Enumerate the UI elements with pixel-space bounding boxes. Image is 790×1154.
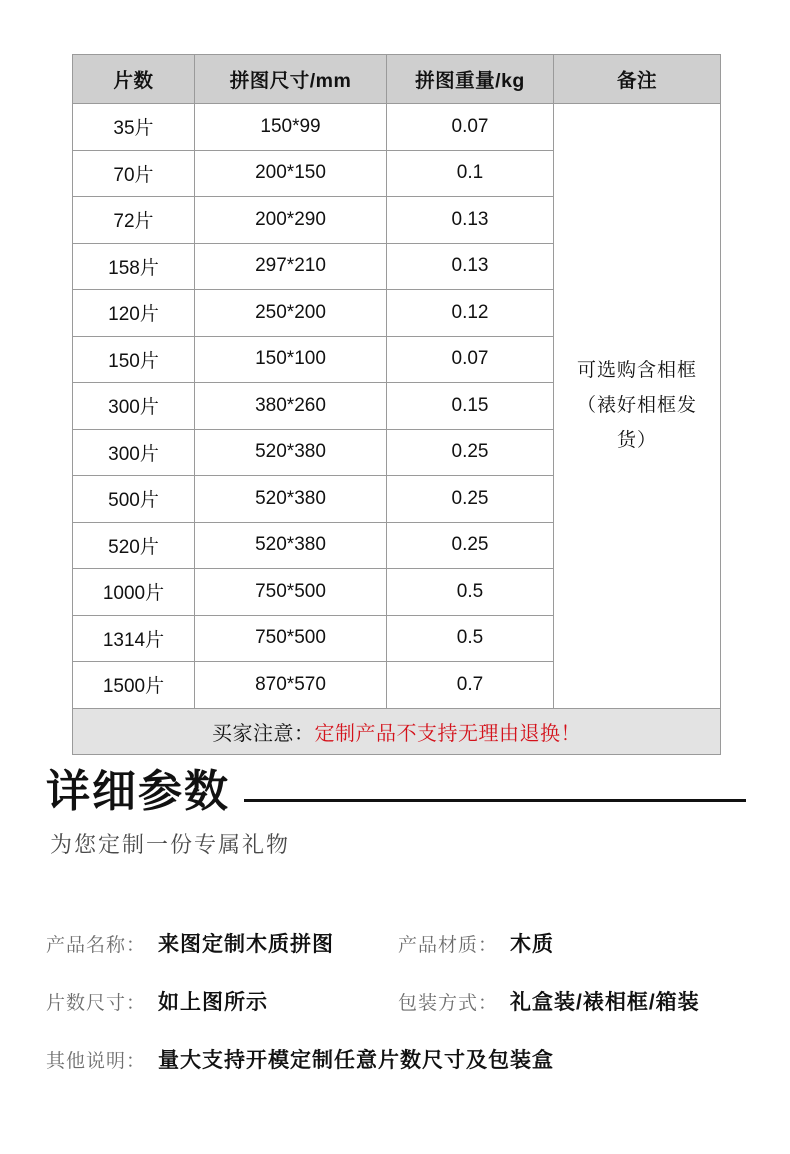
- cell-weight: 0.25: [387, 522, 554, 569]
- parameter-product-material: [398, 928, 554, 958]
- cell-size: 200*150: [195, 150, 387, 197]
- cell-weight: 0.13: [387, 197, 554, 244]
- parameter-label: 产品名称：: [46, 935, 147, 956]
- cell-pieces: 120片: [73, 290, 195, 337]
- section-subtitle: 为您定制一份专属礼物: [50, 832, 291, 857]
- cell-pieces: 1314片: [73, 615, 195, 662]
- cell-pieces: 158片: [73, 243, 195, 290]
- page-title: 详细参数: [46, 767, 230, 816]
- cell-weight: 0.07: [387, 104, 554, 151]
- cell-size: 520*380: [195, 429, 387, 476]
- cell-weight: 0.1: [387, 150, 554, 197]
- parameter-packaging: [398, 986, 700, 1016]
- spec-table-head: [73, 55, 721, 104]
- cell-pieces: 1500片: [73, 662, 195, 709]
- parameter-other-notes: [46, 1044, 554, 1074]
- warning-text: 定制产品不支持无理由退换！: [314, 722, 581, 745]
- cell-size: 750*500: [195, 569, 387, 616]
- parameter-label: 片数尺寸：: [46, 993, 147, 1014]
- cell-size: 150*100: [195, 336, 387, 383]
- parameter-value: 量大支持开模定制任意片数尺寸及包装盒: [158, 1049, 555, 1072]
- cell-size: 520*380: [195, 522, 387, 569]
- cell-pieces: 520片: [73, 522, 195, 569]
- parameter-value: 木质: [510, 933, 555, 956]
- parameters-list: [46, 928, 756, 1102]
- spec-table: [72, 54, 721, 755]
- cell-size: 250*200: [195, 290, 387, 337]
- parameter-product-name: [46, 928, 398, 958]
- cell-note: 可选购含相框（裱好相框发货）: [554, 104, 721, 709]
- cell-pieces: 300片: [73, 383, 195, 430]
- cell-pieces: 150片: [73, 336, 195, 383]
- header-size: 拼图尺寸/mm: [195, 55, 387, 104]
- section-title-row: [46, 767, 746, 816]
- parameter-label: 其他说明：: [46, 1051, 147, 1072]
- header-pieces: 片数: [73, 55, 195, 104]
- spec-table-wrapper: [72, 54, 720, 755]
- spec-table-body: [73, 104, 721, 755]
- cell-weight: 0.13: [387, 243, 554, 290]
- header-note: 备注: [554, 55, 721, 104]
- parameter-row: [46, 1044, 756, 1074]
- cell-weight: 0.5: [387, 615, 554, 662]
- cell-pieces: 300片: [73, 429, 195, 476]
- parameter-value: 礼盒装/裱相框/箱装: [510, 991, 700, 1014]
- cell-weight: 0.15: [387, 383, 554, 430]
- cell-size: 200*290: [195, 197, 387, 244]
- cell-size: 520*380: [195, 476, 387, 523]
- cell-pieces: 70片: [73, 150, 195, 197]
- table-header-row: [73, 55, 721, 104]
- parameter-piece-size: [46, 986, 398, 1016]
- cell-weight: 0.25: [387, 476, 554, 523]
- cell-pieces: 500片: [73, 476, 195, 523]
- cell-size: 150*99: [195, 104, 387, 151]
- warning-cell: [73, 708, 721, 755]
- parameter-label: 产品材质：: [398, 935, 499, 956]
- cell-pieces: 35片: [73, 104, 195, 151]
- warning-row: [73, 708, 721, 755]
- title-divider: [244, 799, 746, 802]
- table-row: [73, 104, 721, 151]
- cell-size: 870*570: [195, 662, 387, 709]
- cell-weight: 0.7: [387, 662, 554, 709]
- cell-weight: 0.25: [387, 429, 554, 476]
- cell-pieces: 72片: [73, 197, 195, 244]
- details-section-header: [46, 767, 746, 859]
- parameter-label: 包装方式：: [398, 993, 499, 1014]
- cell-weight: 0.07: [387, 336, 554, 383]
- cell-weight: 0.12: [387, 290, 554, 337]
- header-weight: 拼图重量/kg: [387, 55, 554, 104]
- parameter-value: 如上图所示: [158, 991, 269, 1014]
- cell-size: 750*500: [195, 615, 387, 662]
- parameter-row: [46, 986, 756, 1016]
- parameter-row: [46, 928, 756, 958]
- parameter-value: 来图定制木质拼图: [158, 933, 335, 956]
- cell-weight: 0.5: [387, 569, 554, 616]
- warning-prefix: 买家注意：: [212, 722, 315, 745]
- cell-size: 380*260: [195, 383, 387, 430]
- cell-pieces: 1000片: [73, 569, 195, 616]
- cell-size: 297*210: [195, 243, 387, 290]
